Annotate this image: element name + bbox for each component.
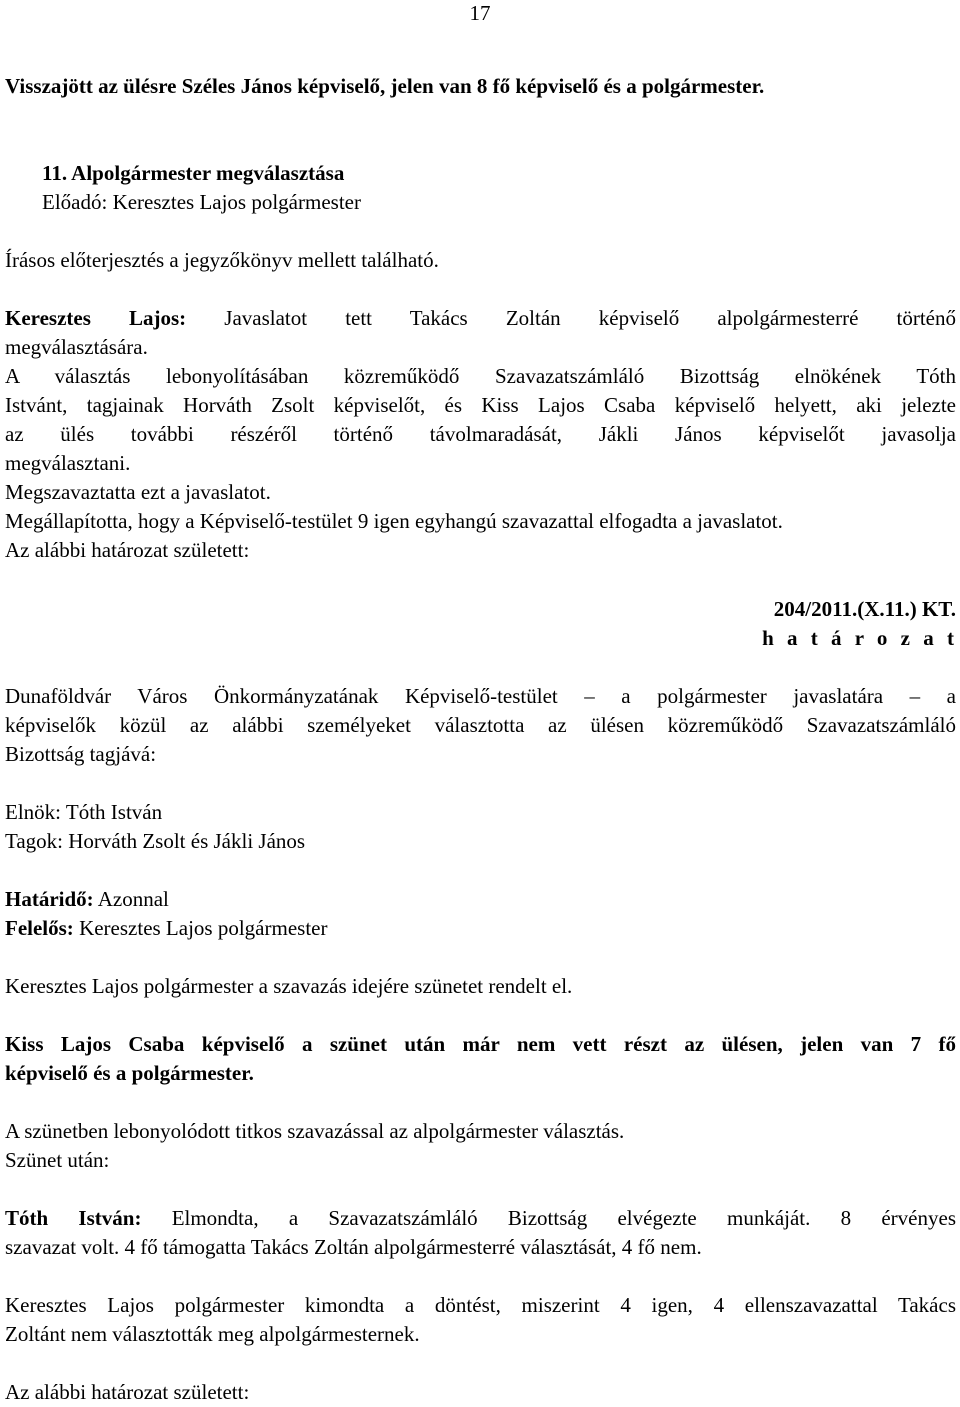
proposal-para-line-2: Istvánt, tagjainak Horváth Zsolt képviselőt, és Kiss Lajos Csaba képviselő helyett, aki jelezte: [5, 393, 956, 417]
agenda-item-title: 11. Alpolgármester megválasztása: [42, 161, 345, 185]
resolution-body-line-1: Dunaföldvár Város Önkormányzatának Képviselő-testület – a polgármester javaslatára – a: [5, 684, 956, 708]
responsible-label: Felelős:: [5, 916, 74, 940]
page-number: 17: [469, 1, 491, 25]
deadline-value: Azonnal: [97, 887, 169, 911]
proposal-voted: Megszavaztatta ezt a javaslatot.: [5, 480, 271, 504]
break-note: Keresztes Lajos polgármester a szavazás idejére szünetet rendelt el.: [5, 974, 573, 998]
proposal-speaker: Keresztes Lajos:: [5, 306, 187, 330]
resolution-responsible: [5, 914, 956, 943]
secret-vote-line-2: Szünet után:: [5, 1148, 110, 1172]
report-speaker: Tóth István:: [5, 1206, 142, 1230]
proposal-result: Megállapította, hogy a Képviselő-testület 9 igen egyhangú szavazattal elfogadta a javaslatot.: [5, 509, 783, 533]
proposal-line-1: [5, 304, 956, 333]
report-text-1: Elmondta, a Szavazatszámláló Bizottság elvégezte munkáját. 8 érvényes: [171, 1206, 956, 1230]
return-note: Visszajött az ülésre Széles János képviselő, jelen van 8 fő képviselő és a polgármester.: [5, 74, 765, 98]
resolution-members: Tagok: Horváth Zsolt és Jákli János: [5, 829, 306, 853]
proposal-text-1: Javaslatot tett Takács Zoltán képviselő alpolgármesterré történő: [224, 306, 957, 330]
decision-intro: Az alábbi határozat született:: [5, 538, 250, 562]
resolution-body-line-2: képviselők közül az alábbi személyeket választotta az ülésen közreműködő Szavazatszámláló: [5, 713, 956, 737]
proposal-para-line-3: az ülés további részéről történő távolmaradását, Jákli János képviselőt javasolja: [5, 422, 956, 446]
resolution-number: 204/2011.(X.11.) KT.: [773, 597, 956, 621]
resolution-body-line-3: Bizottság tagjává:: [5, 742, 157, 766]
proposal-para-line-1: A választás lebonyolításában közreműködő Szavazatszámláló Bizottság elnökének Tóth: [5, 364, 956, 388]
agenda-written-note: Írásos előterjesztés a jegyzőkönyv mellett található.: [5, 248, 439, 272]
proposal-line-2: megválasztására.: [5, 335, 148, 359]
report-line-1: [5, 1204, 956, 1233]
responsible-value: Keresztes Lajos polgármester: [79, 916, 328, 940]
absence-note-line-1: Kiss Lajos Csaba képviselő a szünet után már nem vett részt az ülésen, jelen van 7 fő: [5, 1032, 956, 1056]
agenda-presenter: Előadó: Keresztes Lajos polgármester: [42, 190, 361, 214]
secret-vote-line-1: A szünetben lebonyolódott titkos szavazással az alpolgármester választás.: [5, 1119, 625, 1143]
absence-note-line-2: képviselő és a polgármester.: [5, 1061, 254, 1085]
resolution-deadline: [5, 885, 956, 914]
conclusion-line-2: Zoltánt nem választották meg alpolgármesternek.: [5, 1322, 420, 1346]
conclusion-line-1: Keresztes Lajos polgármester kimondta a döntést, miszerint 4 igen, 4 ellenszavazattal Takács: [5, 1293, 956, 1317]
closing-intro: Az alábbi határozat született:: [5, 1380, 250, 1404]
resolution-label: h a t á r o z a t: [762, 626, 958, 650]
report-line-2: szavazat volt. 4 fő támogatta Takács Zoltán alpolgármesterré választását, 4 fő nem.: [5, 1235, 702, 1259]
deadline-label: Határidő:: [5, 887, 94, 911]
resolution-chair: Elnök: Tóth István: [5, 800, 163, 824]
proposal-para-line-4: megválasztani.: [5, 451, 131, 475]
